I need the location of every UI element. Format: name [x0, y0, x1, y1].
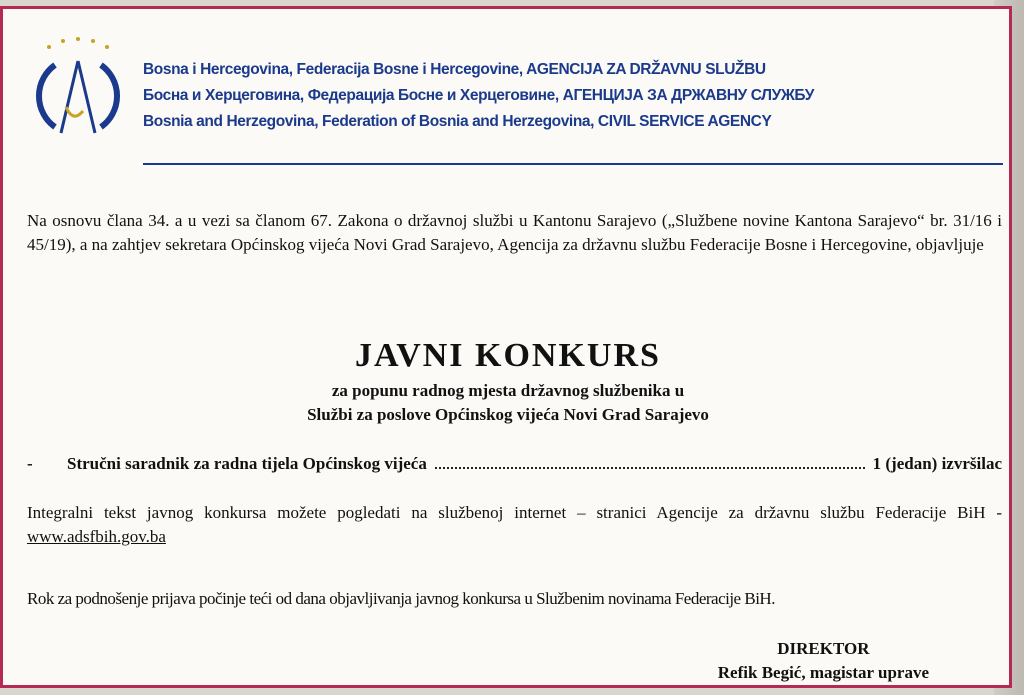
signatory-role: DIREKTOR — [777, 639, 870, 658]
position-count: 1 (jedan) izvršilac — [872, 454, 1002, 473]
agency-logo-icon — [33, 35, 123, 140]
public-notice — [0, 6, 1012, 688]
position-bullet: - — [27, 454, 33, 473]
agency-name-serbian: Босна и Херцеговина, Федерација Босне и Херцеговине, АГЕНЦИЈА ЗА ДРЖАВНУ СЛУЖБУ — [143, 87, 815, 104]
subtitle-line-2: Službi za poslove Općinskog vijeća Novi Grad Sarajevo — [307, 405, 709, 424]
intro-paragraph: Na osnovu člana 34. a u vezi sa članom 67. Zakona o državnoj službi u Kantonu Sarajevo („Službene novine Kantona Sarajevo“ br. 31/16 i 45/19), a na zahtjev sekretara Općinskog vijeća Novi Grad Sarajevo, Agencija za državnu službu Federacije Bosne i Hercegovine, objavljuje — [27, 211, 1002, 254]
deadline-paragraph: Rok za podnošenje prijava počinje teći od dana objavljivanja javnog konkursa u Službenim novinama Federacije BiH. — [27, 589, 775, 608]
full-text-note: Integralni tekst javnog konkursa možete pogledati na službenoj internet – stranici Agencije za državnu službu Federacije BiH - — [27, 503, 1002, 522]
notice-subtitle — [3, 379, 1013, 427]
position-item — [27, 453, 1002, 477]
agency-website-link[interactable]: www.adsfbih.gov.ba — [27, 527, 166, 546]
full-text-paragraph — [27, 501, 1002, 549]
signatory-name: Refik Begić, magistar uprave — [717, 663, 929, 682]
subtitle-line-1: za popunu radnog mjesta državnog službenika u — [331, 381, 685, 400]
agency-names — [143, 57, 993, 135]
agency-header — [25, 27, 1005, 167]
header-divider — [143, 163, 1003, 165]
notice-title: JAVNI KONKURS — [355, 337, 661, 374]
signature-block — [718, 637, 929, 685]
dot-leader — [435, 453, 865, 469]
agency-name-english: Bosnia and Herzegovina, Federation of Bosnia and Herzegovina, CIVIL SERVICE AGENCY — [143, 113, 772, 130]
agency-name-bosnian: Bosna i Hercegovina, Federacija Bosne i Hercegovine, AGENCIJA ZA DRŽAVNU SLUŽBU — [143, 61, 766, 78]
position-name: Stručni saradnik za radna tijela Općinskog vijeća — [67, 454, 427, 473]
